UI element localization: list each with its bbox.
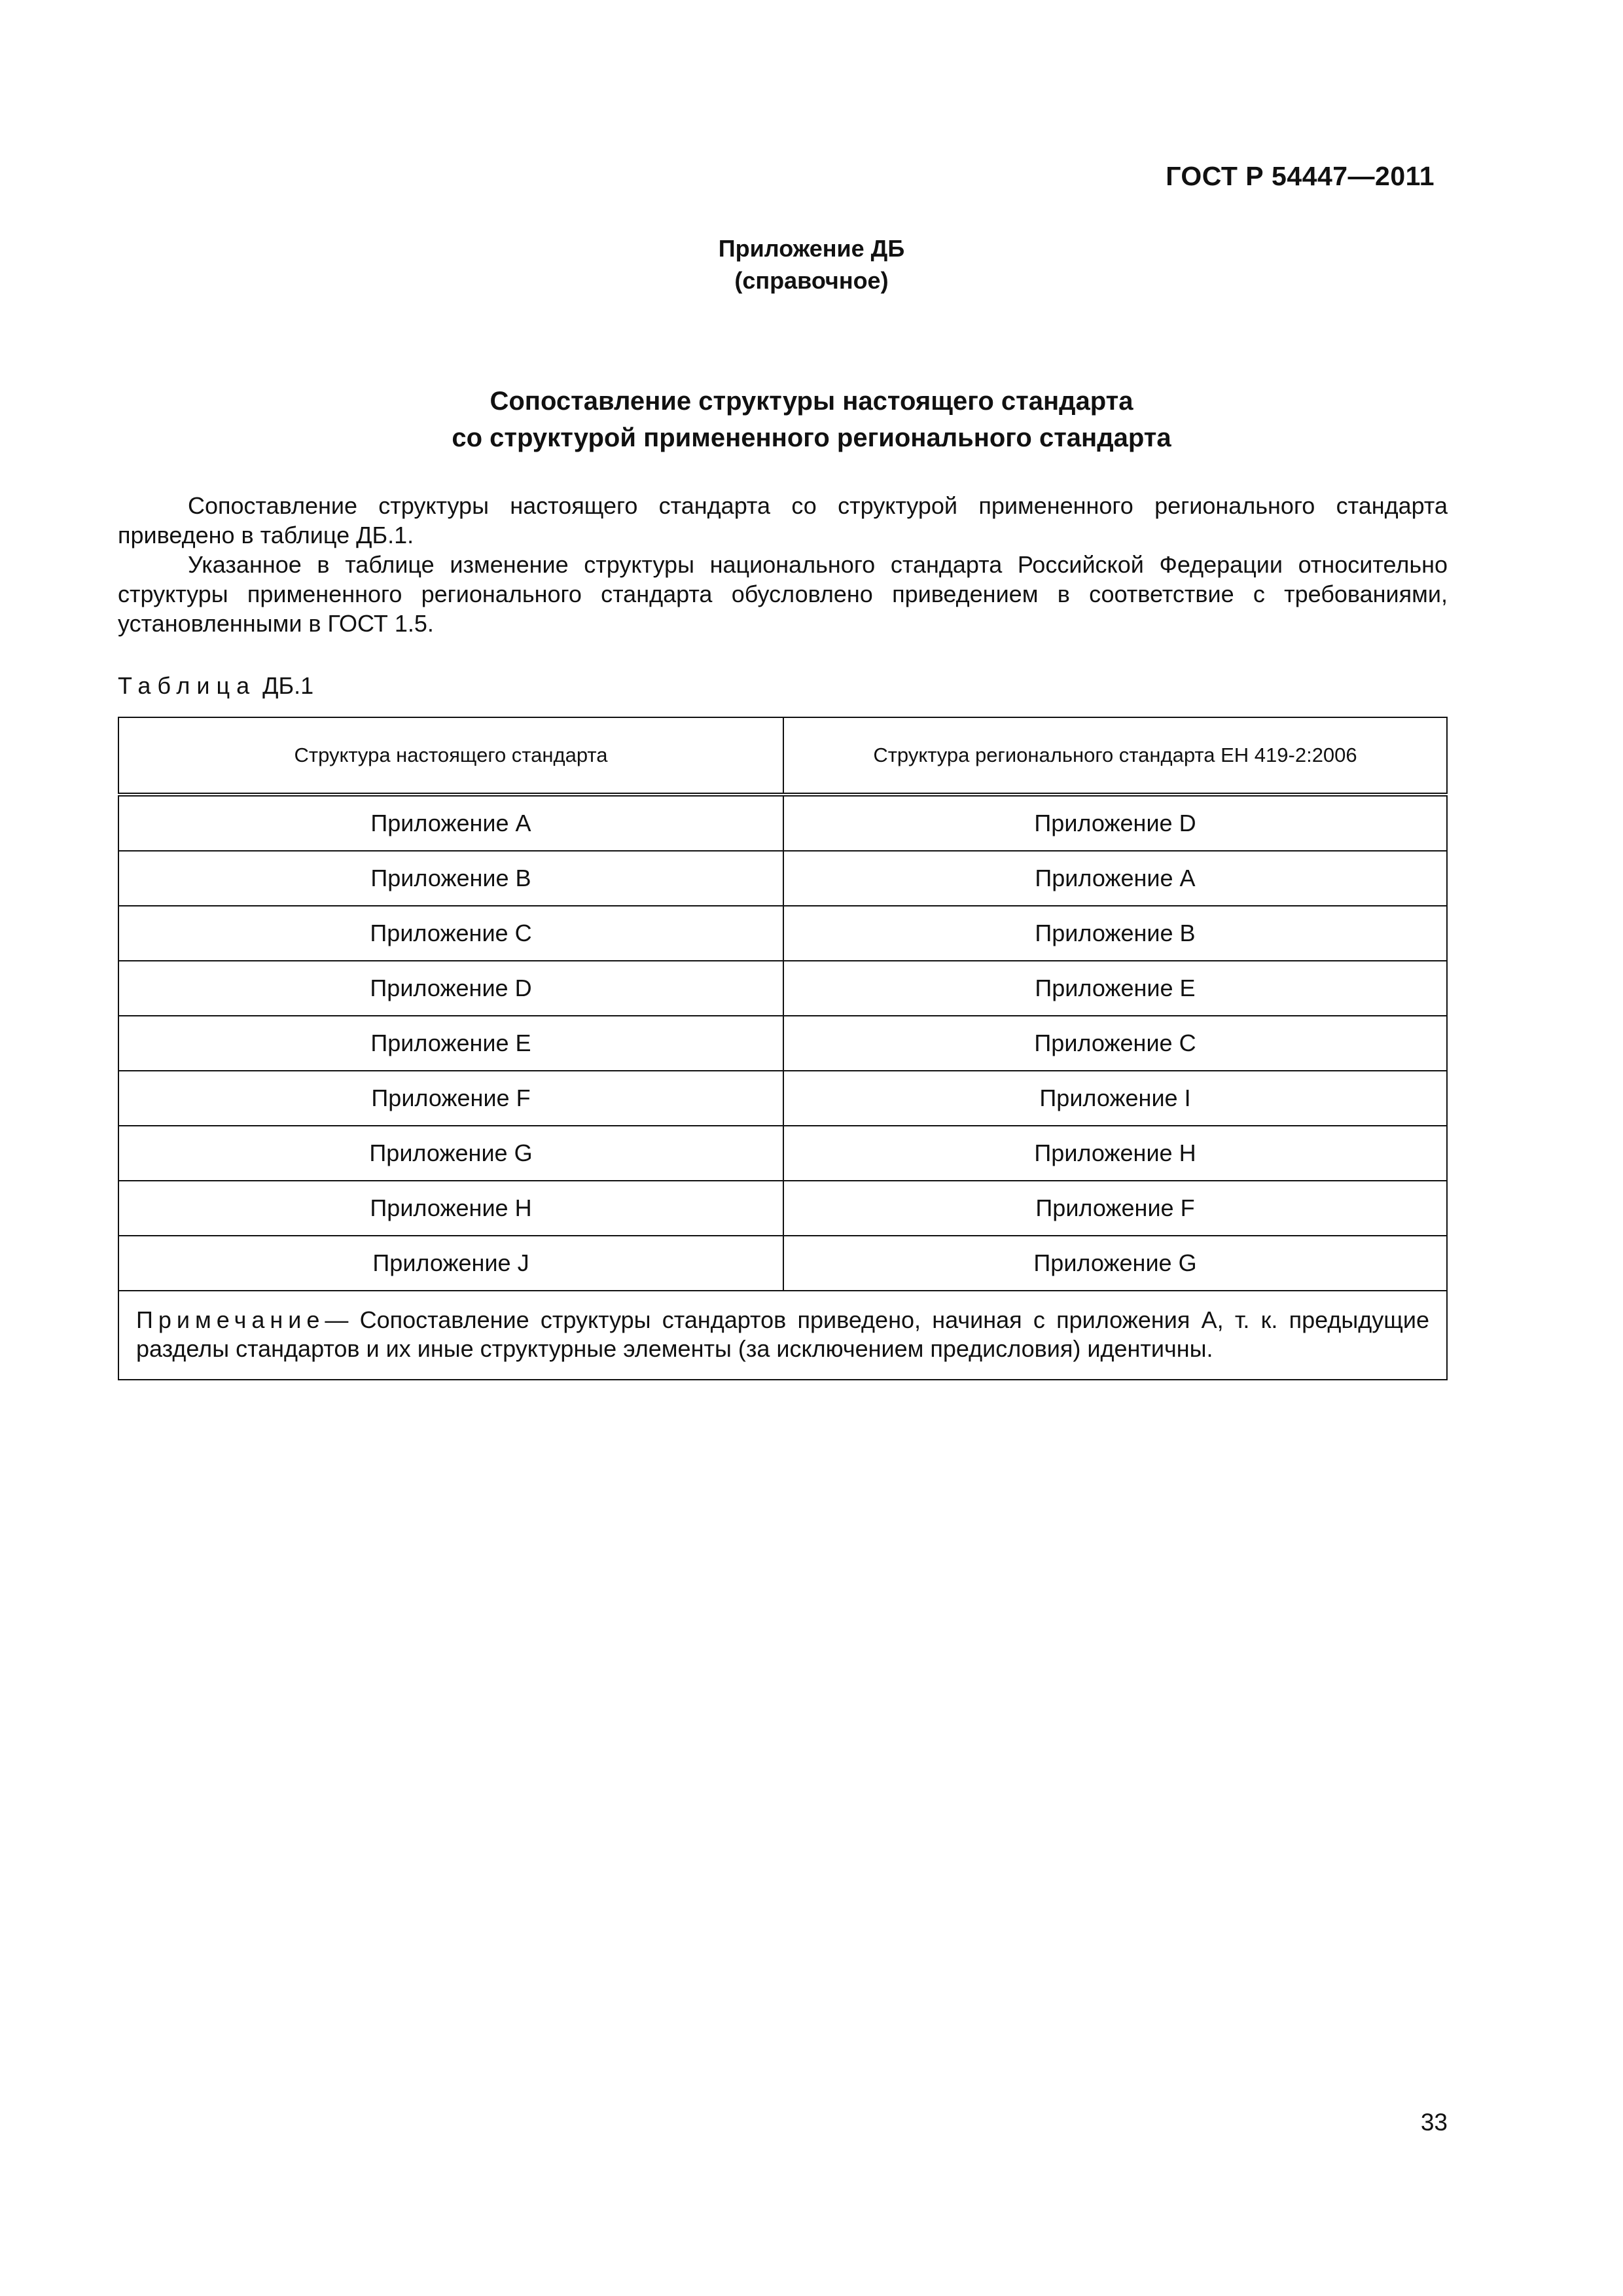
table-cell-regional: Приложение G	[783, 1236, 1447, 1291]
paragraph-2: Указанное в таблице изменение структуры национального стандарта Российской Федерации относительно структуры примененного регионального стандарта обусловлено приведением в соответствие с требованиями, установленными в ГОСТ 1.5.	[118, 551, 1448, 637]
title-line-2: со структурой примененного регионального стандарта	[452, 423, 1171, 452]
table-label-number: ДБ.1	[262, 672, 314, 699]
table-row	[118, 1126, 1447, 1181]
appendix-heading	[0, 232, 1623, 296]
table-cell-current: Приложение A	[118, 795, 783, 851]
table-cell-regional: Приложение E	[783, 961, 1447, 1016]
table-cell-regional: Приложение H	[783, 1126, 1447, 1181]
table-cell-current: Приложение H	[118, 1181, 783, 1236]
table-row	[118, 906, 1447, 961]
header-regional-standard: Структура регионального стандарта ЕН 419-2:2006	[783, 717, 1447, 795]
table-cell-current: Приложение F	[118, 1071, 783, 1126]
appendix-type: (справочное)	[734, 267, 889, 294]
table-cell-regional: Приложение A	[783, 851, 1447, 906]
comparison-table	[118, 717, 1448, 1380]
table-header-row	[118, 717, 1447, 795]
table-cell-current: Приложение G	[118, 1126, 783, 1181]
title-line-1: Сопоставление структуры настоящего стандарта	[490, 387, 1133, 416]
table-cell-regional: Приложение B	[783, 906, 1447, 961]
table-row	[118, 961, 1447, 1016]
table-cell-current: Приложение E	[118, 1016, 783, 1071]
table-row	[118, 795, 1447, 851]
appendix-name: Приложение ДБ	[718, 235, 905, 262]
appendix-title	[0, 383, 1623, 456]
paragraph-1: Сопоставление структуры настоящего стандарта со структурой примененного регионального стандарта приведено в таблице ДБ.1.	[118, 492, 1448, 548]
table-row	[118, 851, 1447, 906]
header-current-standard: Структура настоящего стандарта	[118, 717, 783, 795]
table-row	[118, 1236, 1447, 1291]
table-note-row	[118, 1291, 1447, 1380]
table-row	[118, 1181, 1447, 1236]
document-code: ГОСТ Р 54447—2011	[1166, 161, 1435, 191]
table-cell-current: Приложение C	[118, 906, 783, 961]
note-label: Примечание	[136, 1306, 325, 1333]
table-cell-current: Приложение J	[118, 1236, 783, 1291]
page-number: 33	[1420, 2109, 1448, 2136]
table-cell-regional: Приложение I	[783, 1071, 1447, 1126]
table-cell-current: Приложение D	[118, 961, 783, 1016]
table-row	[118, 1071, 1447, 1126]
table-label-word: Таблица	[118, 672, 257, 699]
table-label	[118, 672, 313, 700]
body-text	[118, 491, 1448, 638]
table-cell-regional: Приложение D	[783, 795, 1447, 851]
table-cell-regional: Приложение F	[783, 1181, 1447, 1236]
table-row	[118, 1016, 1447, 1071]
note-text: — Сопоставление структуры стандартов приведено, начиная с приложения А, т. к. предыдущие разделы стандартов и их иные структурные элементы (за исключением предисловия) идентичны.	[136, 1306, 1429, 1362]
table-cell-current: Приложение B	[118, 851, 783, 906]
table-note	[118, 1291, 1447, 1380]
table-cell-regional: Приложение C	[783, 1016, 1447, 1071]
